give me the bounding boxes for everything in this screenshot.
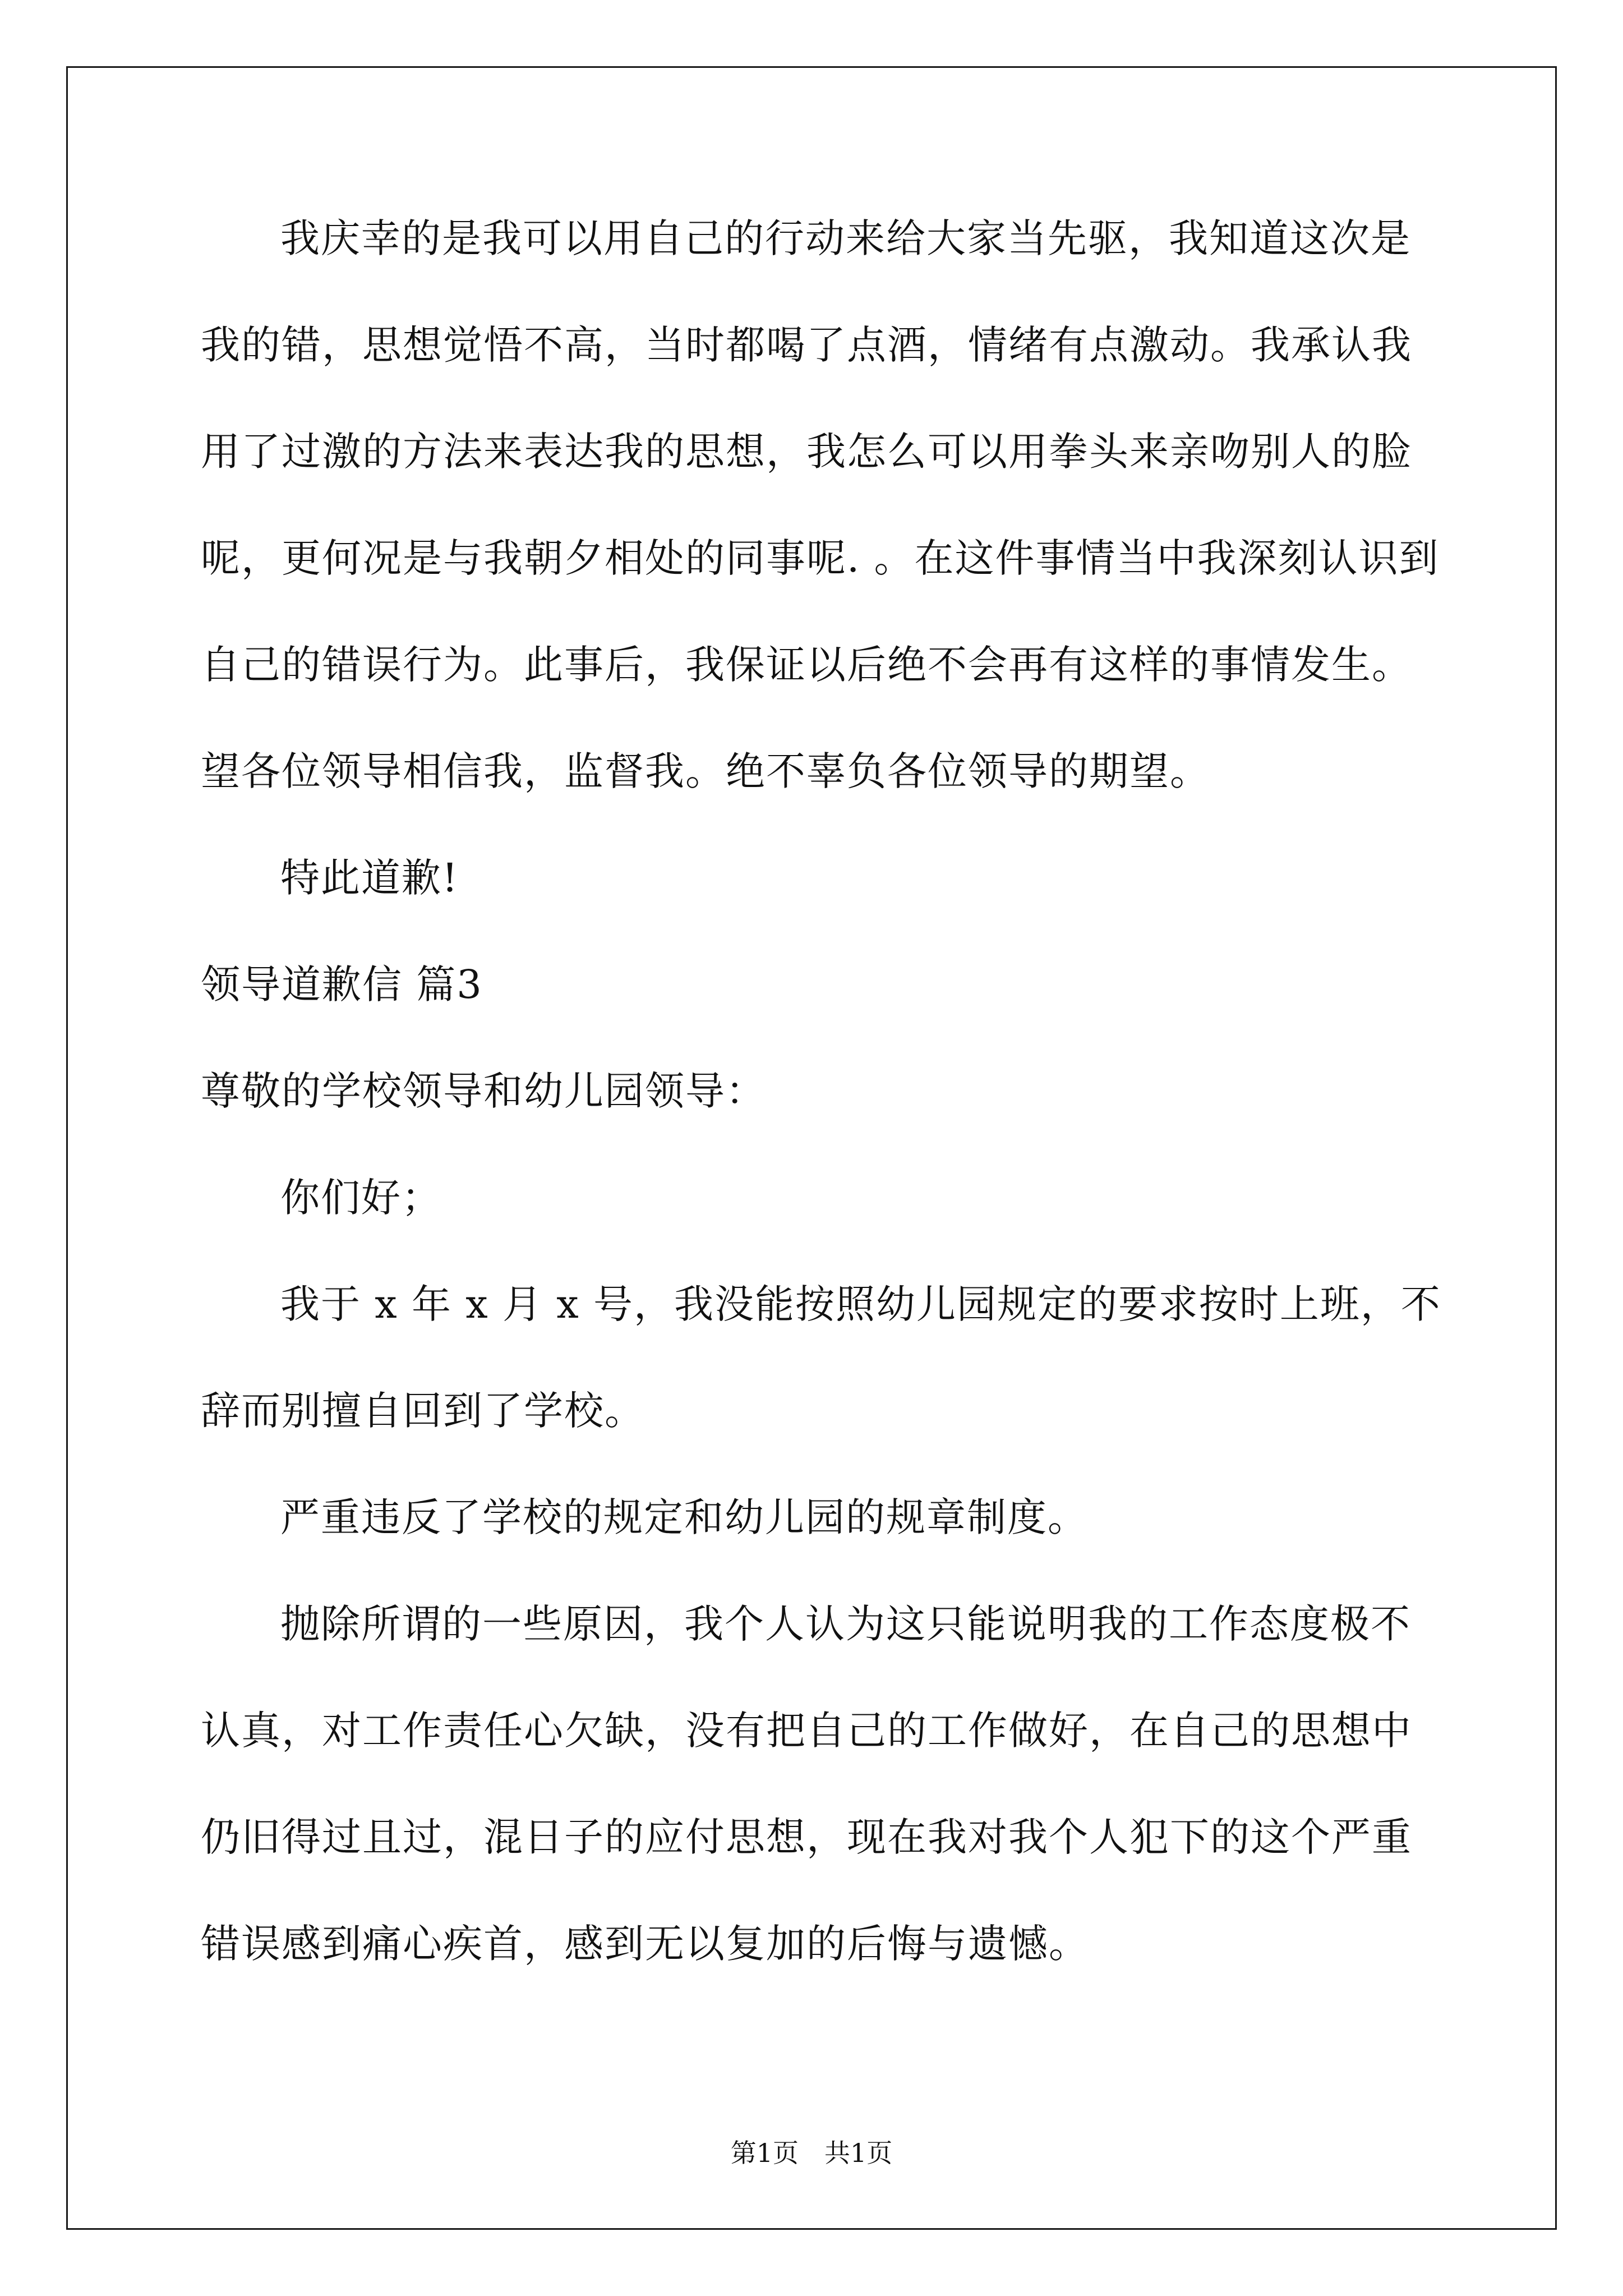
paragraph-line: 望各位领导相信我，监督我。绝不辜负各位领导的期望。 bbox=[201, 748, 1210, 794]
paragraph-line: 我的错，思想觉悟不高，当时都喝了点酒，情绪有点激动。我承认我 bbox=[201, 322, 1412, 368]
paragraph-line: 用了过激的方法来表达我的思想，我怎么可以用拳头来亲吻别人的脸 bbox=[201, 429, 1412, 475]
section-heading: 领导道歉信 篇3 bbox=[201, 961, 483, 1007]
paragraph-line: 错误感到痛心疾首，感到无以复加的后悔与遗憾。 bbox=[201, 1921, 1089, 1967]
greeting: 你们好； bbox=[280, 1175, 442, 1221]
paragraph-line: 自己的错误行为。此事后，我保证以后绝不会再有这样的事情发生。 bbox=[201, 642, 1412, 688]
paragraph-line: 辞而别擅自回到了学校。 bbox=[201, 1388, 645, 1434]
page-footer: 第1页 共1页 bbox=[730, 2138, 893, 2168]
paragraph-line: 抛除所谓的一些原因，我个人认为这只能说明我的工作态度极不 bbox=[280, 1601, 1411, 1647]
salutation: 尊敬的学校领导和幼儿园领导： bbox=[201, 1068, 766, 1114]
paragraph-line: 我于 x 年 x 月 x 号，我没能按照幼儿园规定的要求按时上班，不 bbox=[280, 1281, 1441, 1327]
paragraph-line: 呢，更何况是与我朝夕相处的同事呢. 。在这件事情当中我深刻认识到 bbox=[201, 535, 1440, 581]
paragraph-line: 认真，对工作责任心欠缺，没有把自己的工作做好，在自己的思想中 bbox=[201, 1708, 1412, 1754]
page-border bbox=[66, 66, 1557, 2230]
paragraph-line: 我庆幸的是我可以用自己的行动来给大家当先驱，我知道这次是 bbox=[280, 215, 1411, 261]
paragraph-line: 严重违反了学校的规定和幼儿园的规章制度。 bbox=[280, 1494, 1088, 1540]
closing-line: 特此道歉! bbox=[280, 855, 459, 901]
paragraph-line: 仍旧得过且过，混日子的应付思想，现在我对我个人犯下的这个严重 bbox=[201, 1814, 1412, 1860]
